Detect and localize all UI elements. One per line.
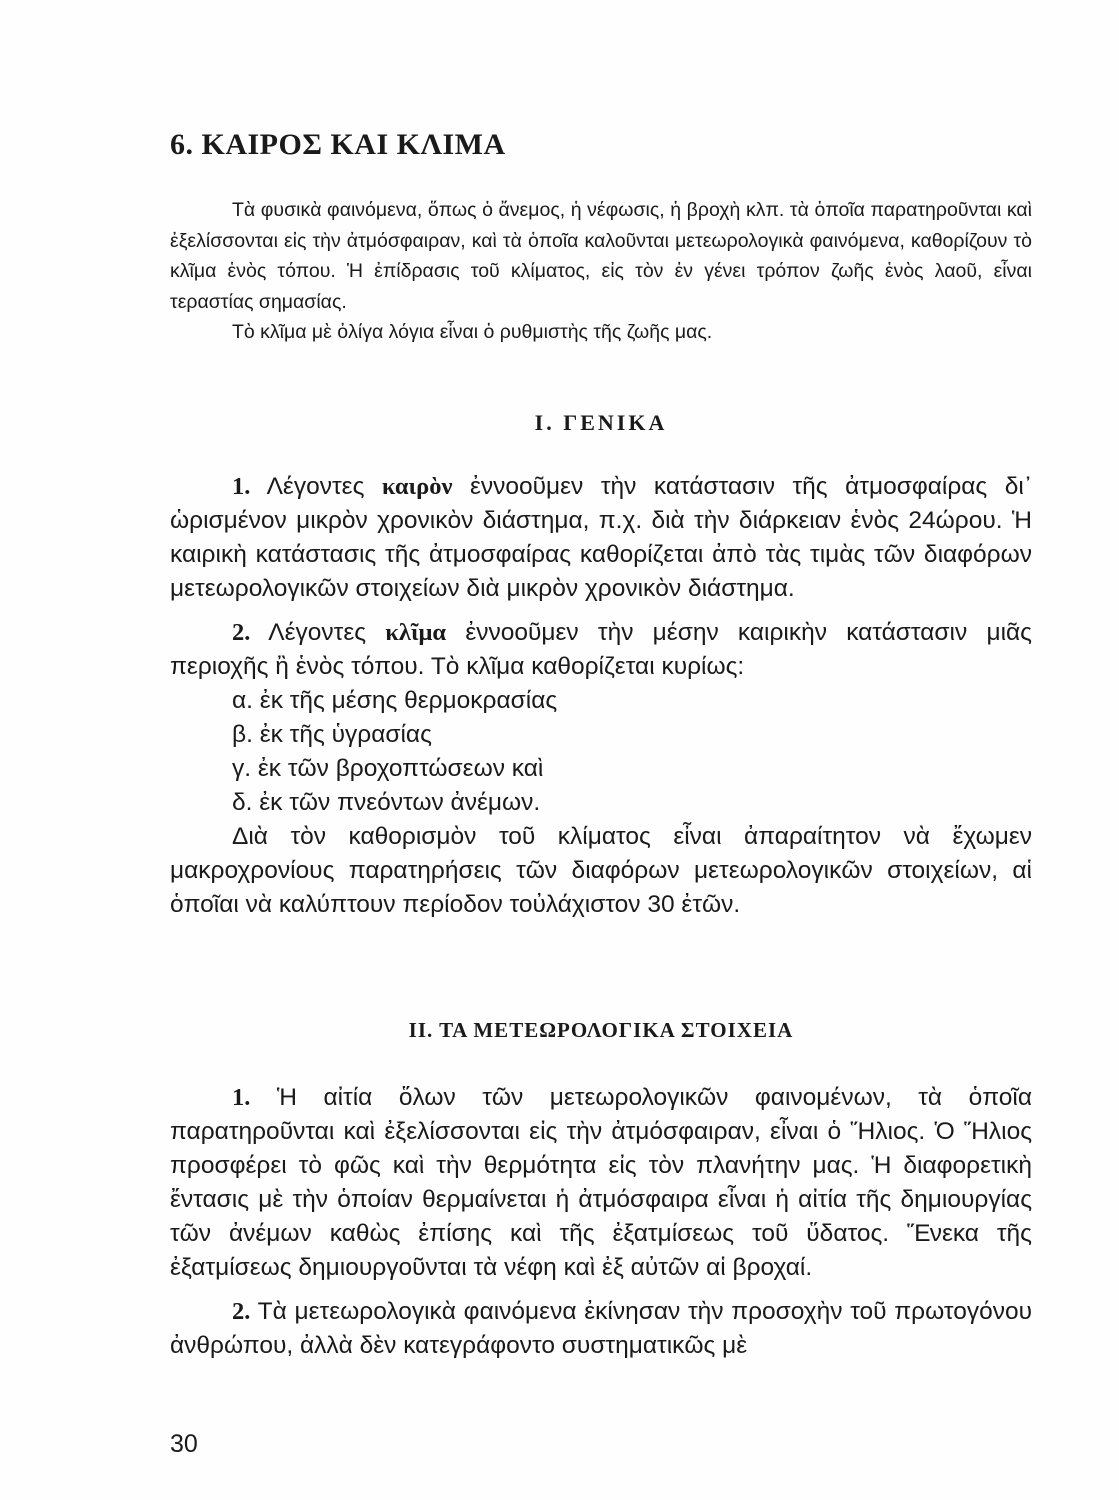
- intro-paragraph: Τὰ φυσικὰ φαινόμενα, ὅπως ὁ ἄνεμος, ἡ νέφωσις, ἡ βροχὴ κλπ. τὰ ὁποῖα παρατηροῦνται καὶ ἐξελίσσονται εἰς τὴν ἀτμόσφαιραν, καὶ τὰ ὁποῖα καλοῦνται μετεωρολογικὰ φαινόμενα, καθορίζουν τὸ κλῖμα ἑνὸς τόπου. Ἡ ἐπίδρασις τοῦ κλίματος, εἰς τὸν ἐν γένει τρόπον ζωῆς ἑνὸς λαοῦ, εἶναι τεραστίας σημασίας.: [170, 199, 1032, 313]
- section-heading-general: Ι. ΓΕΝΙΚΑ: [534, 410, 668, 435]
- section-heading-meteorological-elements: ΙΙ. ΤΑ ΜΕΤΕΩΡΟΛΟΓΙΚΑ ΣΤΟΙΧΕΙΑ: [408, 1018, 794, 1042]
- paragraph-climate-definition: [170, 616, 1032, 684]
- paragraph-sun-cause: [170, 1081, 1032, 1285]
- paragraph-weather-definition: [170, 470, 1032, 606]
- paragraph-number: 1.: [232, 1084, 251, 1111]
- paragraph-text: ἐννοοῦμεν τὴν κατάστασιν τῆς ἀτμοσφαίρας δι᾽ ὡρισμένον μικρὸν χρονικὸν διάστημα, π.χ. διὰ τὴν διάρκειαν ἑνὸς 24ώρου. Ἡ καιρικὴ κατάστασις τῆς ἀτμοσφαίρας καθορίζεται ἀπὸ τὰς τιμὰς τῶν διαφόρων μετεωρολογικῶν στοιχείων διὰ μικρὸν χρονικὸν διάστημα.: [170, 473, 1032, 602]
- list-item: γ. ἐκ τῶν βροχοπτώσεων καὶ: [232, 755, 544, 782]
- page-number: 30: [170, 1430, 198, 1458]
- list-item: δ. ἐκ τῶν πνεόντων ἀνέμων.: [232, 789, 541, 816]
- paragraph-closing: Διὰ τὸν καθορισμὸν τοῦ κλίματος εἶναι ἀπαραίτητον νὰ ἔχωμεν μακροχρονίους παρατηρήσεις τῶν διαφόρων μετεωρολογικῶν στοιχείων, αἱ ὁποῖαι νὰ καλύπτουν περίοδον τοὐλάχιστον 30 ἐτῶν.: [170, 823, 1032, 918]
- list-item: α. ἐκ τῆς μέσης θερμοκρασίας: [232, 687, 558, 714]
- paragraph-number: 1.: [232, 473, 251, 500]
- paragraph-number: 2.: [232, 1298, 251, 1325]
- chapter-title: 6. ΚΑΙΡΟΣ ΚΑΙ ΚΛΙΜΑ: [170, 128, 506, 161]
- paragraph-lead: Λέγοντες: [266, 473, 365, 500]
- section-elements-body: [170, 1081, 1032, 1363]
- intro-section: [170, 195, 1032, 348]
- intro-paragraph: Τὸ κλῖμα μὲ ὀλίγα λόγια εἶναι ὁ ρυθμιστὴς τῆς ζωῆς μας.: [232, 321, 713, 343]
- paragraph-text: ἐννοοῦμεν τὴν μέσην καιρικὴν κατάστασιν μιᾶς περιοχῆς ἢ ἑνὸς τόπου. Τὸ κλῖμα καθορίζεται κυρίως:: [170, 619, 1032, 680]
- paragraph-primitive-man: [170, 1295, 1032, 1363]
- paragraph-text: Ἡ αἰτία ὅλων τῶν μετεωρολογικῶν φαινομένων, τὰ ὁποῖα παρατηροῦνται καὶ ἐξελίσσονται εἰς τὴν ἀτμόσφαιραν, εἶναι ὁ Ἥλιος. Ὁ Ἥλιος προσφέρει τὸ φῶς καὶ τὴν θερμότητα εἰς τὸν πλανήτην μας. Ἡ διαφορετικὴ ἔντασις μὲ τὴν ὁποίαν θερμαίνεται ἡ ἀτμόσφαιρα εἶναι ἡ αἰτία τῆς δημιουργίας τῶν ἀνέμων καθὼς ἐπίσης καὶ τῆς ἐξατμίσεως τοῦ ὕδατος. Ἕνεκα τῆς ἐξατμίσεως δημιουργοῦνται τὰ νέφη καὶ ἐξ αὐτῶν αἱ βροχαί.: [170, 1084, 1033, 1281]
- keyword-weather: καιρὸν: [381, 473, 453, 500]
- paragraph-text: Τὰ μετεωρολογικὰ φαινόμενα ἐκίνησαν τὴν προσοχὴν τοῦ πρωτογόνου ἀνθρώπου, ἀλλὰ δὲν κατεγράφοντο συστηματικῶς μὲ: [170, 1298, 1033, 1359]
- section-general-body: [170, 470, 1032, 922]
- list-item: β. ἐκ τῆς ὑγρασίας: [232, 721, 432, 748]
- paragraph-number: 2.: [232, 619, 251, 646]
- paragraph-lead: Λέγοντες: [268, 619, 367, 646]
- keyword-climate: κλῖμα: [385, 619, 447, 646]
